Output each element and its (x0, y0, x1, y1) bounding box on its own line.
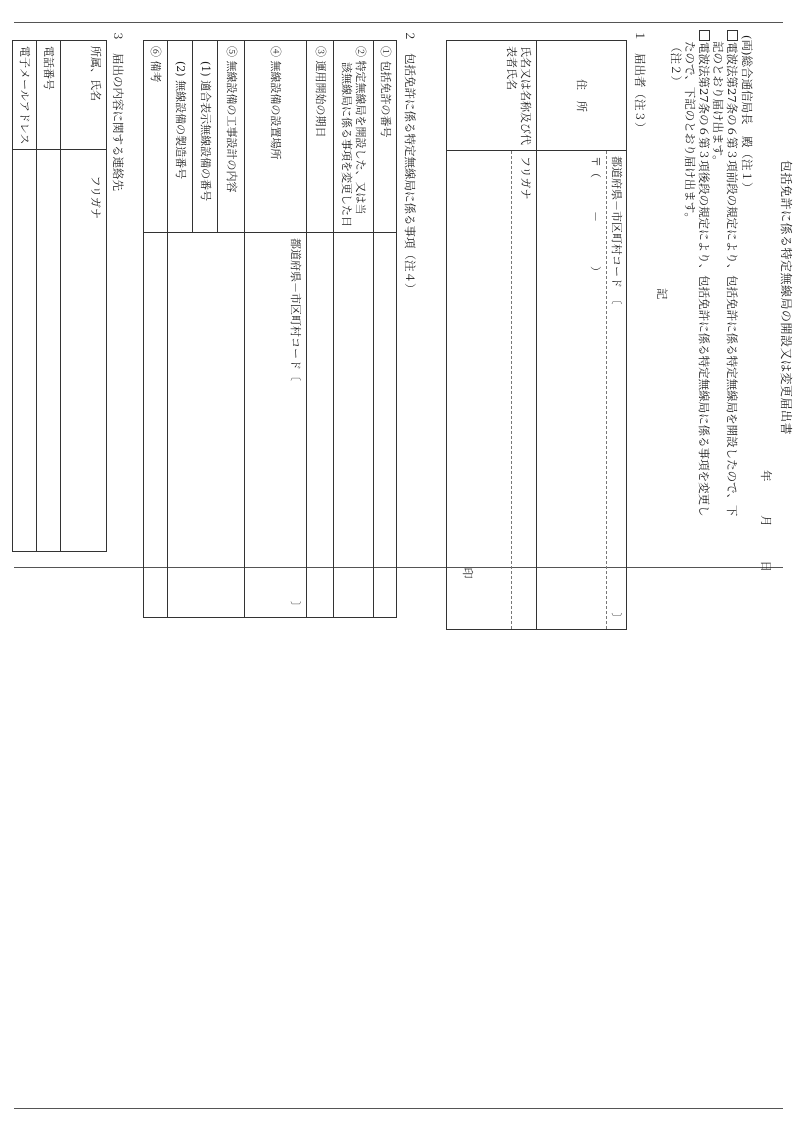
checkbox-open-text-2: 記のとおり届け出ます。 (711, 41, 725, 167)
row-start-date-text: 運用開始の期日 (313, 60, 327, 138)
checkbox-change-row (697, 30, 711, 517)
row-design-label (218, 41, 245, 233)
row-remarks-num: ⑥ (149, 46, 163, 57)
row-start-date-num: ③ (313, 46, 327, 57)
row-license-number-text: 包括免許の番号 (378, 60, 392, 138)
row-change-date-text: 特定無線局を開設した、又は当 (354, 60, 368, 215)
address-label: 住 所 (537, 41, 627, 151)
addressee: (両)総合通信局長 殿（注１） (740, 35, 754, 194)
section1-heading: １ 届出者（注３） (633, 30, 647, 134)
name-label-line2: 表者氏名 (505, 46, 519, 90)
address-code[interactable]: 都道府県－市区町村コード 〔 〕 (607, 151, 627, 630)
row-location-value[interactable]: 都道府県－市区町村コード〔 〕 (245, 233, 307, 618)
date-year: 年 (759, 470, 773, 482)
note-2: （注２） (669, 41, 683, 87)
top-rule (14, 22, 783, 23)
row-conformity-num: (1) (198, 61, 212, 77)
row-license-number-num: ① (378, 46, 392, 57)
row-design-value[interactable] (168, 233, 245, 618)
row-serial-text: 無線設備の製造番号 (173, 80, 187, 180)
row-start-date-label (307, 41, 334, 233)
row-design-text: 無線設備の工事設計の内容 (224, 60, 238, 193)
row-license-number-value[interactable] (374, 233, 397, 618)
name-field[interactable] (447, 151, 537, 630)
row-license-number-label (374, 41, 397, 233)
checkbox-open-text: 電波法第27条の６第３項前段の規定により、包括免許に係る特定無線局を開設したので、下 (725, 42, 739, 517)
name-label-line1: 氏名又は名称及び代 (519, 46, 532, 145)
row-location-num: ④ (269, 46, 283, 57)
section2-heading: ２ 包括免許に係る特定無線局に係る事項（注４） (403, 30, 417, 295)
contact-name-label: 所属、氏名 (61, 41, 107, 150)
section2-table (143, 40, 397, 618)
contact-email-value[interactable] (13, 150, 37, 552)
furigana-divider (511, 151, 512, 629)
name-furigana: フリガナ (519, 156, 532, 200)
row-change-date-label (334, 41, 374, 233)
contact-furigana: フリガナ (89, 175, 102, 219)
rotated-form (12, 30, 797, 624)
checkbox-change[interactable] (699, 30, 710, 41)
checkbox-open[interactable] (727, 30, 738, 41)
row-conformity-label (193, 41, 218, 233)
date-month: 月 (759, 515, 773, 527)
date-line (759, 470, 773, 572)
checkbox-change-text-2: たので、下記のとおり届け出ます。 (683, 41, 697, 224)
bottom-rule (14, 1108, 783, 1109)
checkbox-open-row (725, 30, 739, 516)
section3-table (12, 40, 107, 552)
section3-heading: ３ 届出の内容に関する連絡先 (111, 30, 125, 191)
row-conformity-text: 適合表示無線設備の番号 (198, 80, 212, 202)
row-design-num: ⑤ (224, 46, 238, 57)
row-location-label (245, 41, 307, 233)
seal-mark: 印 (461, 567, 474, 579)
row-location-text: 無線設備の設置場所 (269, 60, 283, 160)
row-serial-label (168, 41, 193, 233)
row-change-date-value[interactable] (334, 233, 374, 618)
row-remarks-label (144, 41, 168, 233)
name-label (447, 41, 537, 151)
row-start-date-value[interactable] (307, 233, 334, 618)
row-change-date-num: ② (354, 46, 368, 57)
ki-label: 記 (655, 288, 669, 300)
date-day: 日 (759, 560, 773, 572)
contact-phone-value[interactable] (37, 150, 61, 552)
row-serial-num: (2) (173, 61, 187, 77)
row-remarks-text: 備考 (149, 60, 163, 83)
row-change-date-text-2: 該無線局に係る事項を変更した日 (340, 62, 354, 227)
contact-phone-label: 電話番号 (37, 41, 61, 150)
checkbox-change-text: 電波法第27条の６第３項後段の規定により、包括免許に係る特定無線局に係る事項を変更し (697, 42, 711, 517)
section1-table (446, 40, 627, 630)
contact-name-value[interactable] (61, 150, 107, 552)
postal-code[interactable]: 〒（ － ） (537, 151, 607, 630)
contact-email-label: 電子メールアドレス (13, 41, 37, 150)
form-title: 包括免許に係る特定無線局の開設又は変更届出書 (779, 160, 793, 436)
row-remarks-value[interactable] (144, 233, 168, 618)
